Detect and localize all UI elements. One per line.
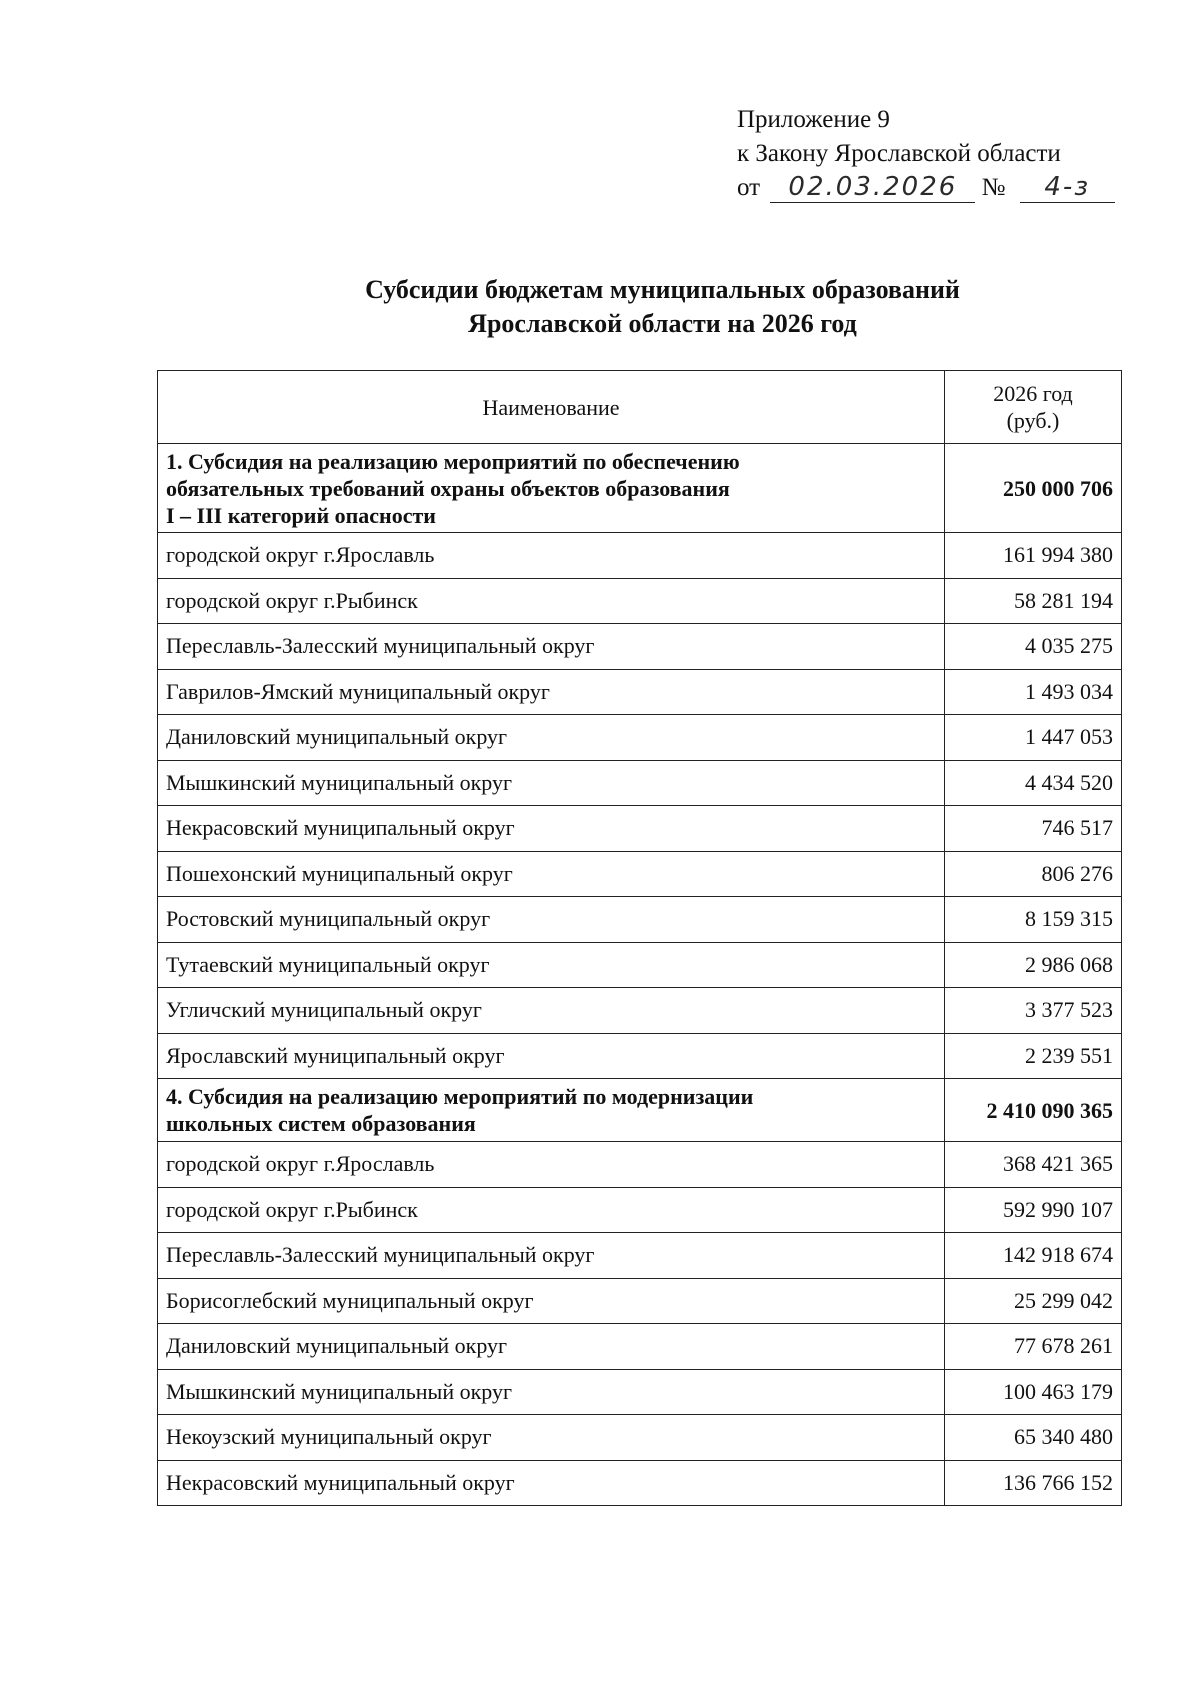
table-row (158, 1324, 1122, 1370)
header-name: Наименование (158, 371, 945, 444)
municipality-name: Угличский муниципальный округ (158, 988, 945, 1034)
subsidy-value: 806 276 (945, 851, 1122, 897)
municipality-name: городской округ г.Ярославль (158, 1142, 945, 1188)
header-value-year: 2026 год (993, 381, 1073, 406)
document-title-line1: Субсидии бюджетам муниципальных образований (365, 275, 960, 304)
table-row (158, 897, 1122, 943)
municipality-name: городской округ г.Рыбинск (158, 578, 945, 624)
subsidy-value: 4 035 275 (945, 624, 1122, 670)
section-name (158, 1079, 945, 1142)
table-row (158, 851, 1122, 897)
municipality-name: Мышкинский муниципальный округ (158, 1369, 945, 1415)
table-row (158, 1369, 1122, 1415)
appendix-header (737, 103, 1115, 205)
document-title-line2: Ярославской области на 2026 год (468, 309, 857, 338)
appendix-date-line (737, 171, 1115, 205)
municipality-name: Некрасовский муниципальный округ (158, 1460, 945, 1506)
table-row (158, 1233, 1122, 1279)
table-row (158, 806, 1122, 852)
table-body (158, 444, 1122, 1506)
table-row (158, 578, 1122, 624)
number-label: № (981, 174, 1006, 201)
subsidies-table (157, 370, 1122, 1506)
municipality-name: Переславль-Залесский муниципальный округ (158, 624, 945, 670)
appendix-law-reference: к Закону Ярославской области (737, 140, 1061, 167)
municipality-name: Даниловский муниципальный округ (158, 1324, 945, 1370)
from-label: от (737, 174, 761, 201)
table-row (158, 715, 1122, 761)
table-row (158, 942, 1122, 988)
subsidy-value: 100 463 179 (945, 1369, 1122, 1415)
subsidy-value: 592 990 107 (945, 1187, 1122, 1233)
municipality-name: городской округ г.Ярославль (158, 533, 945, 579)
section-row (158, 444, 1122, 533)
document-title (160, 273, 1165, 341)
header-value (945, 371, 1122, 444)
table-row (158, 1278, 1122, 1324)
municipality-name: Борисоглебский муниципальный округ (158, 1278, 945, 1324)
subsidy-value: 2 239 551 (945, 1033, 1122, 1079)
section-row (158, 1079, 1122, 1142)
table-row (158, 1033, 1122, 1079)
table-row (158, 669, 1122, 715)
subsidy-value: 142 918 674 (945, 1233, 1122, 1279)
subsidy-value: 161 994 380 (945, 533, 1122, 579)
handwritten-date: 02.03.2026 (770, 172, 975, 203)
table-row (158, 533, 1122, 579)
municipality-name: Ярославский муниципальный округ (158, 1033, 945, 1079)
header-value-unit: (руб.) (1006, 408, 1060, 433)
table-row (158, 1415, 1122, 1461)
subsidy-value: 3 377 523 (945, 988, 1122, 1034)
municipality-name: Некоузский муниципальный округ (158, 1415, 945, 1461)
subsidy-value: 368 421 365 (945, 1142, 1122, 1188)
subsidy-value: 1 493 034 (945, 669, 1122, 715)
municipality-name: Гаврилов-Ямский муниципальный округ (158, 669, 945, 715)
table-row (158, 760, 1122, 806)
appendix-number: Приложение 9 (737, 106, 890, 133)
subsidy-value: 4 434 520 (945, 760, 1122, 806)
subsidy-value: 77 678 261 (945, 1324, 1122, 1370)
table-row (158, 988, 1122, 1034)
section-total-value: 250 000 706 (945, 444, 1122, 533)
subsidy-value: 136 766 152 (945, 1460, 1122, 1506)
section-name (158, 444, 945, 533)
table-row (158, 1187, 1122, 1233)
subsidy-value: 65 340 480 (945, 1415, 1122, 1461)
subsidy-value: 8 159 315 (945, 897, 1122, 943)
subsidy-value: 746 517 (945, 806, 1122, 852)
section-total-value: 2 410 090 365 (945, 1079, 1122, 1142)
section-name-line: школьных систем образования (166, 1111, 476, 1136)
table-header-row (158, 371, 1122, 444)
section-name-line: 4. Субсидия на реализацию мероприятий по модернизации (166, 1084, 754, 1109)
municipality-name: Тутаевский муниципальный округ (158, 942, 945, 988)
table-row (158, 624, 1122, 670)
municipality-name: Пошехонский муниципальный округ (158, 851, 945, 897)
municipality-name: Мышкинский муниципальный округ (158, 760, 945, 806)
subsidy-value: 58 281 194 (945, 578, 1122, 624)
municipality-name: Переславль-Залесский муниципальный округ (158, 1233, 945, 1279)
section-name-line: обязательных требований охраны объектов образования (166, 475, 730, 501)
municipality-name: Ростовский муниципальный округ (158, 897, 945, 943)
table-row (158, 1142, 1122, 1188)
municipality-name: Некрасовский муниципальный округ (158, 806, 945, 852)
municipality-name: городской округ г.Рыбинск (158, 1187, 945, 1233)
table-row (158, 1460, 1122, 1506)
section-name-line: 1. Субсидия на реализацию мероприятий по обеспечению (166, 448, 740, 474)
handwritten-number: 4-з (1020, 172, 1115, 203)
subsidy-value: 2 986 068 (945, 942, 1122, 988)
subsidy-value: 25 299 042 (945, 1278, 1122, 1324)
municipality-name: Даниловский муниципальный округ (158, 715, 945, 761)
section-name-line: I – III категорий опасности (166, 502, 436, 528)
subsidy-value: 1 447 053 (945, 715, 1122, 761)
